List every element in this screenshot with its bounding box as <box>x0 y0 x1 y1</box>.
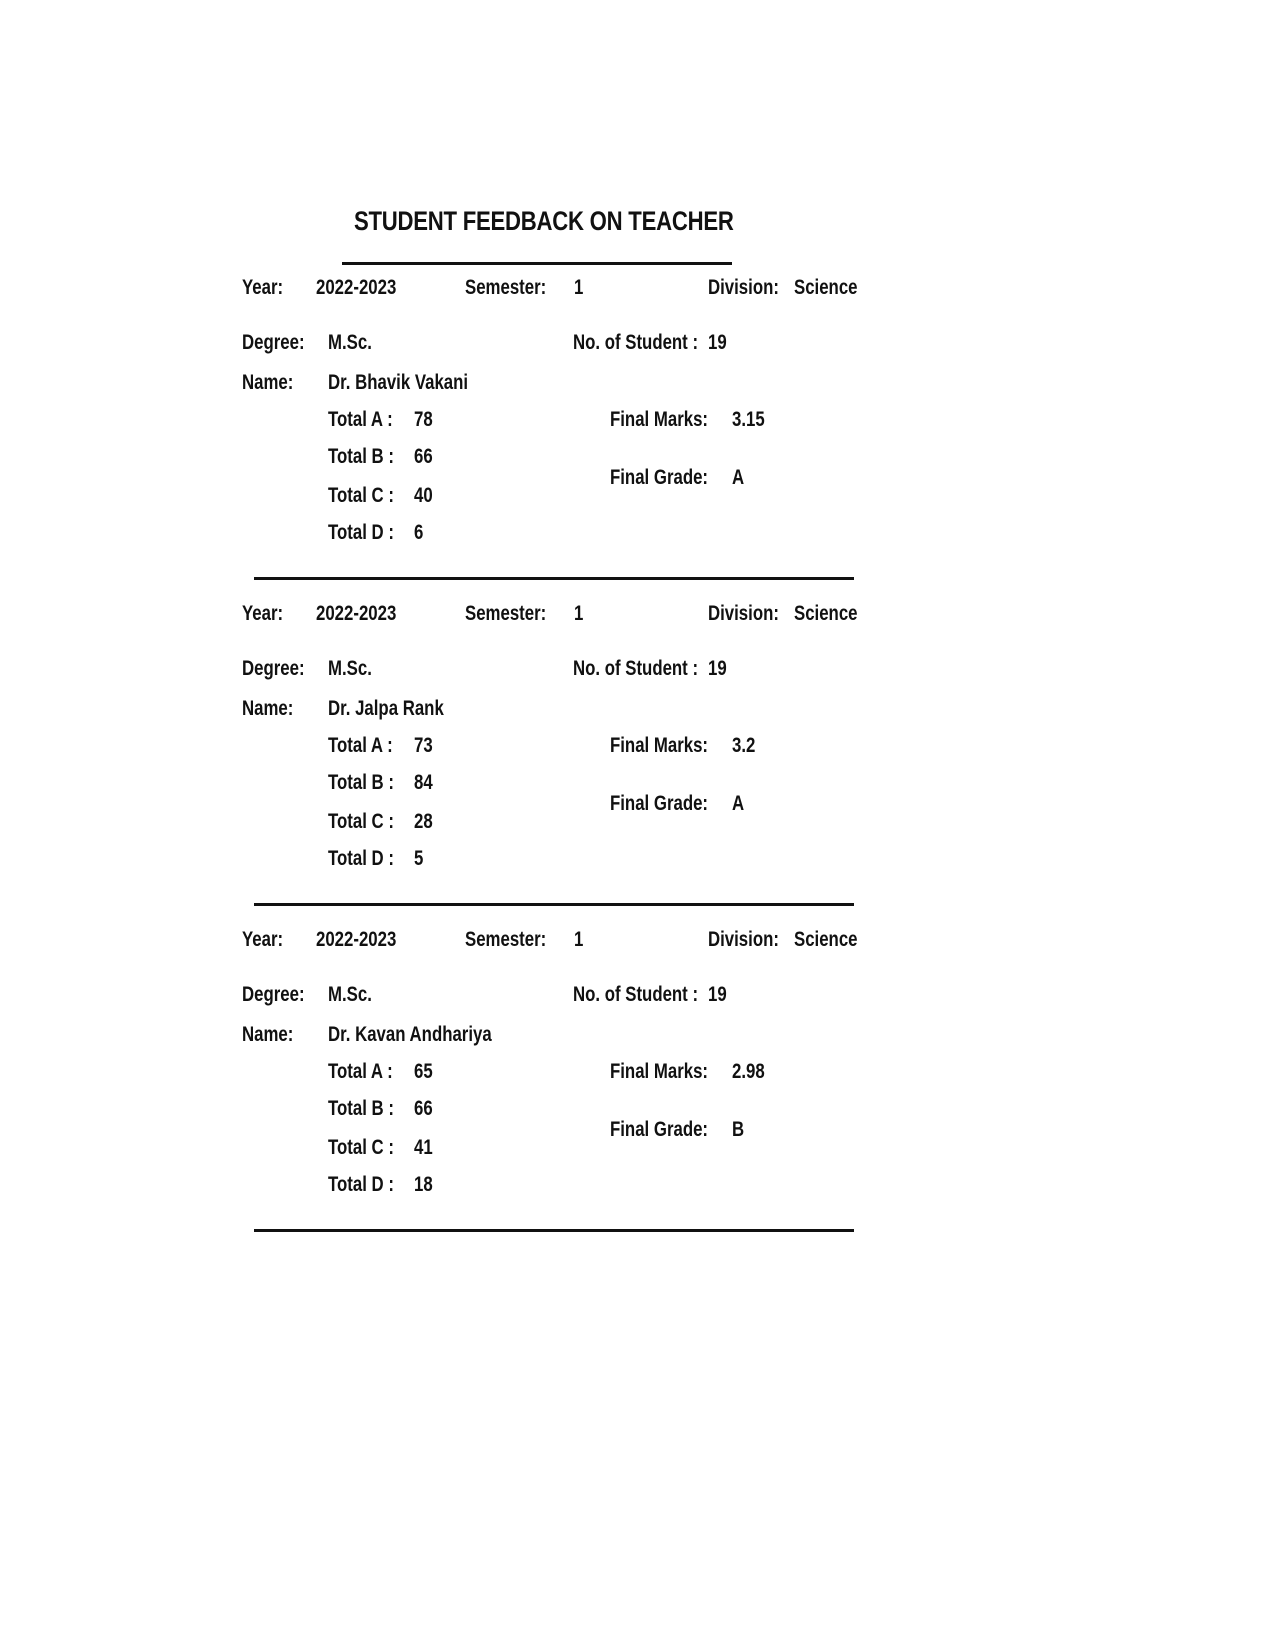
degree-label: Degree: <box>242 983 305 1006</box>
total-b-label: Total B : <box>328 771 394 794</box>
final-marks-label: Final Marks: <box>610 408 709 431</box>
total-c-label: Total C : <box>328 810 394 833</box>
final-marks-value: 2.98 <box>732 1060 765 1083</box>
semester-value: 1 <box>574 276 584 299</box>
semester-label: Semester: <box>465 276 547 299</box>
final-grade-label: Final Grade: <box>610 1118 709 1141</box>
degree-value: M.Sc. <box>328 983 372 1006</box>
total-d-label: Total D : <box>328 1173 394 1196</box>
final-marks-value: 3.2 <box>732 734 756 757</box>
year-value: 2022-2023 <box>316 928 397 951</box>
total-d-value: 5 <box>414 847 424 870</box>
final-grade-value: A <box>732 466 745 489</box>
total-c-label: Total C : <box>328 1136 394 1159</box>
final-grade-label: Final Grade: <box>610 466 709 489</box>
division-label: Division: <box>708 602 779 625</box>
record-divider <box>254 1229 854 1232</box>
total-b-value: 66 <box>414 445 433 468</box>
name-label: Name: <box>242 697 294 720</box>
semester-label: Semester: <box>465 928 547 951</box>
total-d-value: 6 <box>414 521 424 544</box>
total-d-value: 18 <box>414 1173 433 1196</box>
final-marks-label: Final Marks: <box>610 1060 709 1083</box>
total-a-value: 65 <box>414 1060 433 1083</box>
division-label: Division: <box>708 276 779 299</box>
students-value: 19 <box>708 657 727 680</box>
degree-label: Degree: <box>242 657 305 680</box>
total-b-value: 66 <box>414 1097 433 1120</box>
year-value: 2022-2023 <box>316 602 397 625</box>
year-label: Year: <box>242 602 284 625</box>
teacher-record <box>0 603 1275 933</box>
degree-value: M.Sc. <box>328 331 372 354</box>
total-b-label: Total B : <box>328 1097 394 1120</box>
year-label: Year: <box>242 928 284 951</box>
semester-value: 1 <box>574 928 584 951</box>
final-grade-value: B <box>732 1118 745 1141</box>
total-a-value: 78 <box>414 408 433 431</box>
final-grade-value: A <box>732 792 745 815</box>
total-b-value: 84 <box>414 771 433 794</box>
division-value: Science <box>794 602 858 625</box>
division-value: Science <box>794 276 858 299</box>
year-label: Year: <box>242 276 284 299</box>
name-label: Name: <box>242 1023 294 1046</box>
degree-label: Degree: <box>242 331 305 354</box>
degree-value: M.Sc. <box>328 657 372 680</box>
students-value: 19 <box>708 983 727 1006</box>
total-d-label: Total D : <box>328 847 394 870</box>
total-c-value: 41 <box>414 1136 433 1159</box>
total-a-label: Total A : <box>328 734 393 757</box>
record-divider <box>254 577 854 580</box>
students-value: 19 <box>708 331 727 354</box>
students-label: No. of Student : <box>573 331 699 354</box>
division-value: Science <box>794 928 858 951</box>
record-divider <box>254 903 854 906</box>
name-label: Name: <box>242 371 294 394</box>
semester-label: Semester: <box>465 602 547 625</box>
total-a-label: Total A : <box>328 1060 393 1083</box>
teacher-name: Dr. Kavan Andhariya <box>328 1023 492 1046</box>
total-c-value: 40 <box>414 484 433 507</box>
students-label: No. of Student : <box>573 983 699 1006</box>
title-underline <box>342 262 732 265</box>
total-d-label: Total D : <box>328 521 394 544</box>
teacher-name: Dr. Bhavik Vakani <box>328 371 469 394</box>
total-c-value: 28 <box>414 810 433 833</box>
final-marks-label: Final Marks: <box>610 734 709 757</box>
final-marks-value: 3.15 <box>732 408 765 431</box>
total-b-label: Total B : <box>328 445 394 468</box>
teacher-record <box>0 929 1275 1259</box>
total-c-label: Total C : <box>328 484 394 507</box>
total-a-value: 73 <box>414 734 433 757</box>
students-label: No. of Student : <box>573 657 699 680</box>
page-title: STUDENT FEEDBACK ON TEACHER <box>354 206 734 236</box>
total-a-label: Total A : <box>328 408 393 431</box>
semester-value: 1 <box>574 602 584 625</box>
final-grade-label: Final Grade: <box>610 792 709 815</box>
division-label: Division: <box>708 928 779 951</box>
teacher-record <box>0 277 1275 607</box>
year-value: 2022-2023 <box>316 276 397 299</box>
teacher-name: Dr. Jalpa Rank <box>328 697 444 720</box>
